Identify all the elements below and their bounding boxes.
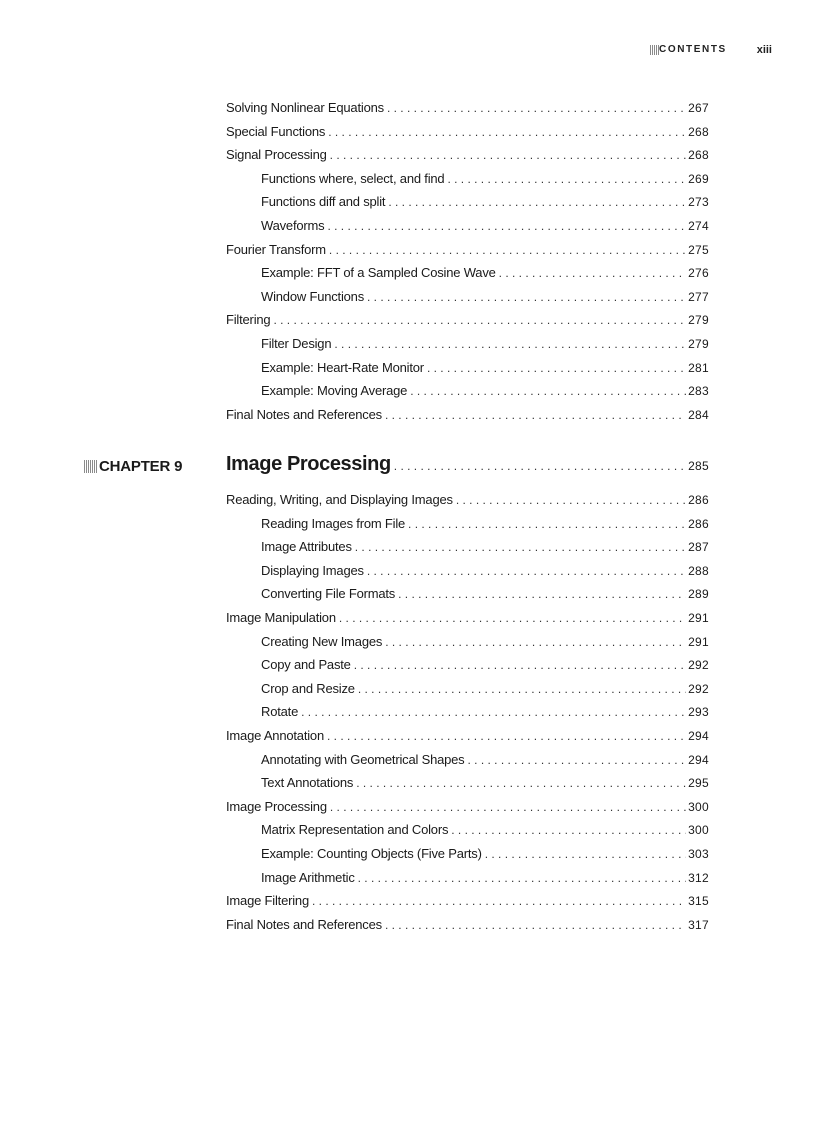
toc-entry-page-number: 312 (688, 870, 709, 885)
leader-dots (356, 776, 686, 790)
toc-entry-page-number: 292 (688, 681, 709, 696)
leader-dots (328, 125, 686, 139)
chapter-title: Image Processing (226, 453, 391, 475)
toc-entry-title: Image Processing (226, 798, 327, 814)
toc-entry-title: Converting File Formats (261, 586, 396, 602)
header-section-title: CONTENTS (659, 44, 727, 55)
toc-entry-title: Text Annotations (261, 775, 354, 791)
toc-entry-title: Creating New Images (261, 633, 383, 649)
toc-entry-page-number: 269 (688, 171, 709, 186)
toc-entry-page-number: 291 (688, 634, 709, 649)
chapter-label (84, 456, 182, 476)
leader-dots (408, 517, 686, 531)
toc-entry-page-number: 287 (688, 540, 709, 555)
toc-entry-page-number: 295 (688, 776, 709, 791)
leader-dots (354, 658, 686, 672)
toc-entry-title: Filter Design (261, 336, 332, 351)
toc-entry-page-number: 300 (688, 799, 709, 814)
toc-section-entry[interactable] (226, 492, 709, 510)
toc-entry-page-number: 281 (688, 360, 709, 375)
toc-entry-page-number: 293 (688, 705, 709, 720)
toc-entry-title: Filtering (226, 312, 271, 328)
toc-entry-title: Reading, Writing, and Displaying Images (226, 492, 453, 507)
toc-section-entry[interactable] (226, 100, 709, 118)
toc-entry-title: Image Arithmetic (261, 869, 355, 885)
toc-subsection-entry[interactable] (261, 383, 709, 401)
leader-dots (385, 918, 686, 932)
leader-dots (388, 195, 686, 209)
leader-dots (329, 243, 686, 257)
leader-dots (385, 635, 686, 649)
toc-section-entry[interactable] (226, 312, 709, 330)
toc-entry-title: Signal Processing (226, 147, 327, 163)
toc-entry-page-number: 284 (688, 407, 709, 422)
toc-entry-title: Rotate (261, 704, 299, 720)
toc-entry-page-number: 275 (688, 242, 709, 257)
toc-entry-title: Matrix Representation and Colors (261, 822, 449, 838)
leader-dots (327, 729, 686, 743)
leader-dots (330, 800, 686, 814)
toc-subsection-entry[interactable] (261, 194, 709, 212)
toc-entry-title: Crop and Resize (261, 680, 355, 696)
chapter-page-number: 285 (688, 459, 709, 473)
toc-subsection-entry[interactable] (261, 218, 709, 236)
leader-dots (273, 313, 686, 327)
toc-subsection-entry[interactable] (261, 634, 709, 652)
leader-dots (355, 540, 686, 554)
leader-dots (410, 384, 686, 398)
toc-entry-title: Displaying Images (261, 562, 364, 578)
toc-subsection-entry[interactable] (261, 586, 709, 604)
toc-entry-page-number: 273 (688, 195, 709, 210)
toc-section-entry[interactable] (226, 407, 709, 425)
toc-subsection-entry[interactable] (261, 539, 709, 557)
toc-section-entry[interactable] (226, 917, 709, 935)
chapter-number: CHAPTER 9 (99, 457, 183, 475)
toc-entry-page-number: 292 (688, 658, 709, 673)
toc-subsection-entry[interactable] (261, 822, 709, 840)
toc-entry-page-number: 268 (688, 148, 709, 163)
toc-entry-page-number: 300 (688, 823, 709, 838)
toc-entry-title: Image Attributes (261, 539, 352, 555)
toc-subsection-entry[interactable] (261, 336, 709, 354)
toc-entry-page-number: 267 (688, 101, 709, 115)
leader-dots (327, 219, 686, 233)
leader-dots (456, 493, 686, 507)
toc-subsection-entry[interactable] (261, 516, 709, 534)
toc-subsection-entry[interactable] (261, 704, 709, 722)
chapter-heading[interactable] (226, 453, 709, 477)
leader-dots (358, 871, 686, 885)
toc-entry-title: Reading Images from File (261, 515, 406, 531)
leader-dots (398, 587, 686, 601)
leader-dots (394, 459, 686, 473)
header-page-number: xiii (756, 44, 772, 56)
toc-entry-page-number: 315 (688, 894, 709, 909)
toc-entry-page-number: 279 (688, 337, 709, 351)
leader-dots (334, 337, 686, 351)
leader-dots (367, 290, 686, 304)
toc-section-entry[interactable] (226, 147, 709, 165)
toc-entry-title: Special Functions (226, 123, 326, 139)
leader-dots (451, 823, 686, 837)
header-decoration-mark (650, 45, 659, 55)
toc-entry-page-number: 317 (688, 917, 709, 932)
leader-dots (367, 564, 686, 578)
toc-entry-page-number: 288 (688, 563, 709, 578)
leader-dots (385, 408, 686, 422)
toc-entry-title: Example: Moving Average (261, 383, 408, 399)
toc-entry-page-number: 294 (688, 752, 709, 767)
toc-entry-title: Annotating with Geometrical Shapes (261, 751, 465, 767)
toc-entry-title: Solving Nonlinear Equations (226, 100, 384, 115)
leader-dots (485, 847, 686, 861)
toc-subsection-entry[interactable] (261, 870, 709, 888)
toc-subsection-entry[interactable] (261, 171, 709, 189)
toc-entry-page-number: 286 (688, 516, 709, 531)
toc-entry-page-number: 274 (688, 219, 709, 233)
running-header (650, 44, 780, 58)
toc-entry-page-number: 277 (688, 289, 709, 304)
toc-entry-page-number: 283 (688, 384, 709, 399)
toc-subsection-entry[interactable] (261, 360, 709, 378)
toc-section-entry[interactable] (226, 610, 709, 628)
toc-entry-page-number: 279 (688, 313, 709, 328)
toc-entry-title: Example: Counting Objects (Five Parts) (261, 846, 482, 861)
chapter-decoration-mark (84, 460, 98, 473)
leader-dots (447, 172, 686, 186)
toc-entry-title: Functions diff and split (261, 194, 386, 210)
toc-subsection-entry[interactable] (261, 752, 709, 770)
leader-dots (427, 361, 686, 375)
toc-entry-page-number: 303 (688, 847, 709, 861)
toc-entry-title: Example: Heart-Rate Monitor (261, 359, 424, 375)
toc-entry-page-number: 289 (688, 587, 709, 602)
toc-entry-title: Image Annotation (226, 728, 324, 743)
toc-entry-title: Final Notes and References (226, 406, 382, 422)
toc-entry-title: Fourier Transform (226, 241, 326, 257)
toc-entry-title: Final Notes and References (226, 916, 382, 932)
toc-entry-page-number: 286 (688, 493, 709, 507)
leader-dots (468, 753, 687, 767)
leader-dots (499, 266, 686, 280)
leader-dots (387, 101, 686, 115)
leader-dots (358, 682, 686, 696)
toc-section-entry[interactable] (226, 242, 709, 260)
toc-subsection-entry[interactable] (261, 775, 709, 793)
toc-entry-title: Functions where, select, and find (261, 170, 445, 186)
leader-dots (312, 894, 686, 908)
toc-subsection-entry[interactable] (261, 563, 709, 581)
leader-dots (330, 148, 686, 162)
toc-section-entry[interactable] (226, 799, 709, 817)
toc-entry-page-number: 276 (688, 266, 709, 281)
toc-entry-page-number: 291 (688, 611, 709, 625)
toc-section-entry[interactable] (226, 124, 709, 142)
toc-subsection-entry[interactable] (261, 289, 709, 307)
toc-subsection-entry[interactable] (261, 681, 709, 699)
toc-subsection-entry[interactable] (261, 657, 709, 675)
toc-entry-page-number: 268 (688, 124, 709, 139)
leader-dots (339, 611, 686, 625)
toc-entry-title: Waveforms (261, 218, 325, 233)
toc-entry-title: Image Manipulation (226, 610, 336, 625)
leader-dots (301, 705, 686, 719)
toc-entry-title: Image Filtering (226, 893, 309, 909)
toc-entry-title: Window Functions (261, 288, 365, 304)
toc-entry-title: Copy and Paste (261, 657, 351, 673)
toc-subsection-entry[interactable] (261, 265, 709, 283)
toc-section-entry[interactable] (226, 728, 709, 746)
toc-entry-title: Example: FFT of a Sampled Cosine Wave (261, 265, 496, 281)
toc-section-entry[interactable] (226, 893, 709, 911)
toc-subsection-entry[interactable] (261, 846, 709, 864)
toc-entry-page-number: 294 (688, 729, 709, 743)
